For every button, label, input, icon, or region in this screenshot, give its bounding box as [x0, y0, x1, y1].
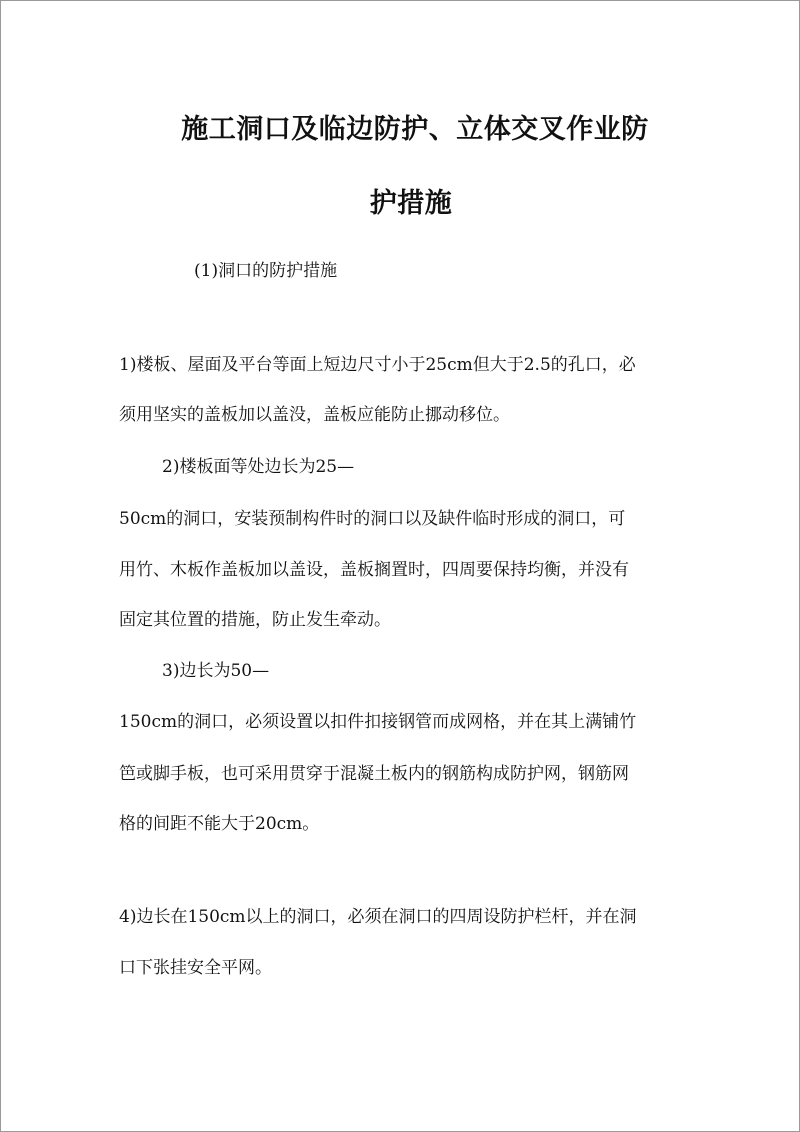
paragraph-line: 3)边长为50—: [162, 661, 270, 681]
paragraph-line: 1)楼板、屋面及平台等面上短边尺寸小于25cm但大于2.5的孔口，必: [119, 355, 636, 375]
paragraph-line: 笆或脚手板，也可采用贯穿于混凝土板内的钢筋构成防护网，钢筋网: [119, 764, 629, 784]
paragraph-line: 须用坚实的盖板加以盖没，盖板应能防止挪动移位。: [119, 405, 510, 425]
document-title-line-1: 施工洞口及临边防护、立体交叉作业防: [181, 114, 649, 145]
paragraph-line: 格的间距不能大于20cm。: [119, 814, 320, 834]
paragraph-line: 用竹、木板作盖板加以盖设，盖板搁置时，四周要保持均衡，并没有: [119, 560, 629, 580]
paragraph-line: 4)边长在150cm以上的洞口，必须在洞口的四周设防护栏杆，并在洞: [119, 907, 637, 927]
document-title-line-2: 护措施: [369, 188, 453, 219]
section-heading: (1)洞口的防护措施: [194, 261, 338, 281]
paragraph-line: 2)楼板面等处边长为25—: [162, 457, 355, 477]
paragraph-line: 50cm的洞口，安装预制构件时的洞口以及缺件临时形成的洞口，可: [119, 509, 626, 529]
paragraph-line: 口下张挂安全平网。: [119, 958, 272, 978]
paragraph-line: 150cm的洞口，必须设置以扣件扣接钢管而成网格，并在其上满铺竹: [119, 712, 637, 732]
paragraph-line: 固定其位置的措施，防止发生牵动。: [119, 610, 391, 630]
